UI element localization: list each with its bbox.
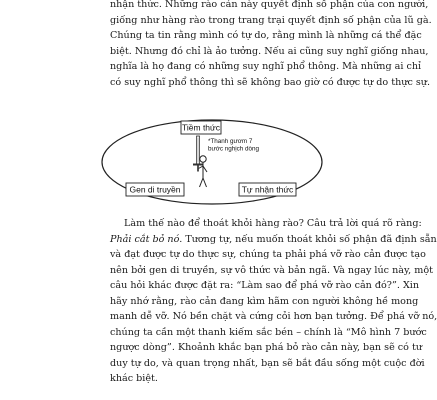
person-icon [199,156,208,187]
text-line: Chúng ta tin rằng mình có tự do, rằng mình là những cá thể đặc [110,30,422,41]
sword-caption-line-2: bước nghịch dòng [208,145,260,153]
text-line-rest: Tương tự, nếu muốn thoát khỏi số phận đã định sẵn [182,233,437,245]
text-line: biệt. Nhưng đó chỉ là ảo tưởng. Nếu ai cũng suy nghĩ giống nhau, [110,45,429,57]
text-line: câu hỏi khác được đặt ra: “Làm sao để phá vỡ rào cản đó?”. Xin [110,280,420,291]
sword-caption-line-1: *Thanh gươm 7 [208,138,253,145]
text-line: hãy nhớ rằng, rào cản đang kìm hãm con người không hề mong [110,295,419,307]
paragraph-2 [110,216,437,387]
text-line: manh dễ vỡ. Nó bền chặt và cứng cỏi hơn bạn tưởng. Để phá vỡ nó, [110,311,437,322]
right-label: Tự nhận thức [241,184,294,195]
text-line: và đạt được tự do thực sự, chúng ta phải phá vỡ rào cản được tạo [110,249,426,260]
text-line: khác biệt. [110,373,158,384]
text-line: duy tự do, và quan trọng nhất, bạn sẽ bắt đầu sống một cuộc đời [110,357,425,369]
text-line: ngược dòng”. Khoảnh khắc bạn phá bỏ rào cản này, bạn sẽ có tư [110,342,423,353]
text-line: có suy nghĩ phổ thông thì sẽ không bao giờ có được tự do thực sự. [110,76,431,88]
top-label: Tiềm thức [182,122,220,133]
text-line: nhận thức. Những rào cản này quyết định số phận của con người, [110,0,429,10]
sword-icon [193,136,203,172]
emphasis-text: Phải cắt bỏ nó. [110,233,183,245]
text-line: nên bởi gen di truyền, sự vô thức và bản ngã. Và ngay lúc này, một [110,264,433,276]
text-line: giống như hàng rào trong trang trại quyết định số phận của lũ gà. [110,14,432,26]
text-line: chúng ta cần một thanh kiếm sắc bén – chính là “Mô hình 7 bước [110,326,427,338]
text-line [110,232,437,248]
text-line: nghĩa là họ đang có những suy nghĩ phổ thông. Mà những ai chỉ [110,61,422,72]
left-label: Gen di truyền [129,184,181,195]
text-line: Làm thế nào để thoát khỏi hàng rào? Câu trả lời quá rõ ràng: [124,218,422,229]
